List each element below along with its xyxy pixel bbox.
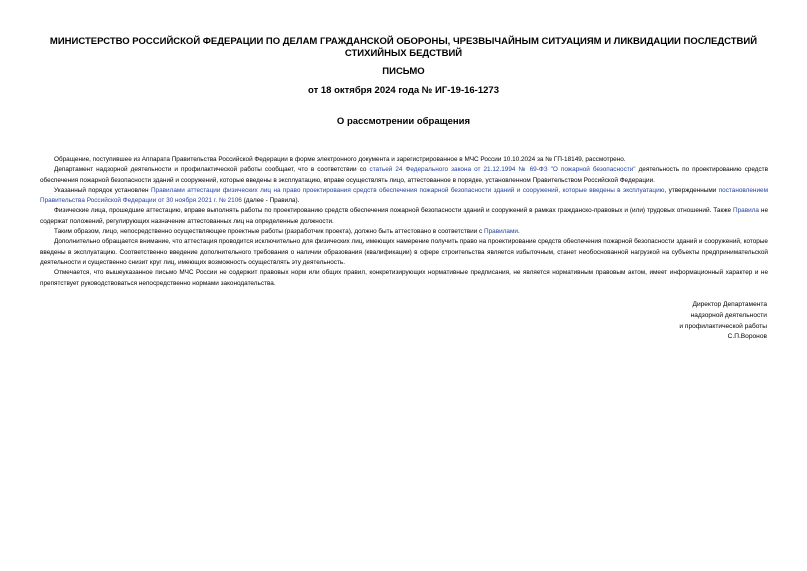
document-type: ПИСЬМО	[382, 66, 425, 77]
paragraph-2	[40, 165, 768, 186]
rules-link[interactable]: Правилами аттестации физических лиц на право проектирования средств обеспечения пожарной безопасности зданий и сооружений, которые введены в эксплуатацию	[150, 186, 665, 194]
signer-position-line-1: Директор Департамента	[692, 301, 767, 308]
document-date-number: от 18 октября 2024 года № ИГ-19-16-1273	[308, 85, 499, 96]
paragraph-text: .	[517, 228, 520, 236]
paragraph-7	[40, 268, 768, 289]
rules-link[interactable]: Правила	[733, 207, 759, 215]
ministry-title: МИНИСТЕРСТВО РОССИЙСКОЙ ФЕДЕРАЦИИ ПО ДЕЛАМ ГРАЖДАНСКОЙ ОБОРОНЫ, ЧРЕЗВЫЧАЙНЫМ СИТУАЦИЯМ И ЛИКВИДАЦИИ ПОСЛЕДСТВИЙ СТИХИЙНЫХ БЕДСТВИЙ	[49, 36, 758, 59]
paragraph-6	[40, 237, 768, 268]
paragraph-3	[40, 186, 768, 207]
paragraph-text: , утвержденными	[664, 186, 719, 194]
signer-name: С.П.Воронов	[727, 333, 767, 341]
paragraph-text: Отмечается, что вышеуказанное письмо МЧС России не содержит правовых норм или общих правил, конкретизирующих нормативные предписания, не является нормативным правовым актом, имеет информационный характер и не препятствует руководствоваться непосредственно нормами законодательства.	[40, 269, 768, 287]
paragraph-text: Указанный порядок установлен	[54, 186, 151, 194]
law-article-link[interactable]: статьей 24 Федерального закона от 21.12.1994 № 69-ФЗ "О пожарной безопасности"	[369, 166, 636, 174]
paragraph-text: Дополнительно обращается внимание, что аттестация проводится исключительно для физических лиц, имеющих намерение получить право на проектирование средств обеспечения пожарной безопасности зданий и сооружений, которые введены в эксплуатацию. Соответственно введение дополнительного требования о наличии образования (квалификации) в сфере строительства является избыточным, станет необоснованной нагрузкой на субъекты предпринимательской деятельности и существенно снизит круг лиц, имеющих возможность осуществлять эту деятельность.	[40, 238, 768, 266]
paragraph-text: Обращение, поступившее из Аппарата Правительства Российской Федерации в форме электронного документа и зарегистрированное в МЧС России 10.10.2024 за № ГП-18149, рассмотрено.	[54, 156, 626, 163]
rules-link[interactable]: Правилами	[484, 228, 518, 236]
paragraph-text: деятельность по проектированию средств обеспечения пожарной безопасности зданий и сооружений, которые введены в эксплуатацию, вправе осуществлять лицо, аттестованное в порядке, установленном Правительством Российской Федерации.	[40, 166, 768, 184]
paragraph-text: Физические лица, прошедшие аттестацию, вправе выполнять работы по проектированию средств обеспечения пожарной безопасности зданий и сооружений в рамках гражданско-правовых и (или) трудовых отношений. Также	[54, 207, 734, 215]
resolution-link[interactable]: постановлением Правительства Российской Федерации от 30 ноября 2021 г. № 2106	[40, 186, 768, 205]
document-body	[40, 155, 768, 289]
paragraph-text: Таким образом, лицо, непосредственно осуществляющее проектные работы (разработчик проекта), должно быть аттестовано в соответствии с	[54, 228, 485, 236]
paragraph-text: (далее - Правила).	[241, 197, 300, 205]
paragraph-5	[40, 227, 768, 237]
paragraph-4	[40, 206, 768, 227]
document-subject: О рассмотрении обращения	[336, 116, 471, 127]
paragraph-1	[40, 155, 768, 165]
signer-position-line-3: и профилактической работы	[679, 322, 767, 330]
paragraph-text: не содержат положений, регулирующих назначение аттестованных лиц на определенные должности.	[40, 207, 769, 225]
paragraph-text: Департамент надзорной деятельности и профилактической работы сообщает, что в соответствии со	[54, 166, 370, 174]
signature-block	[679, 300, 767, 343]
signer-position-line-2: надзорной деятельности	[690, 311, 767, 319]
